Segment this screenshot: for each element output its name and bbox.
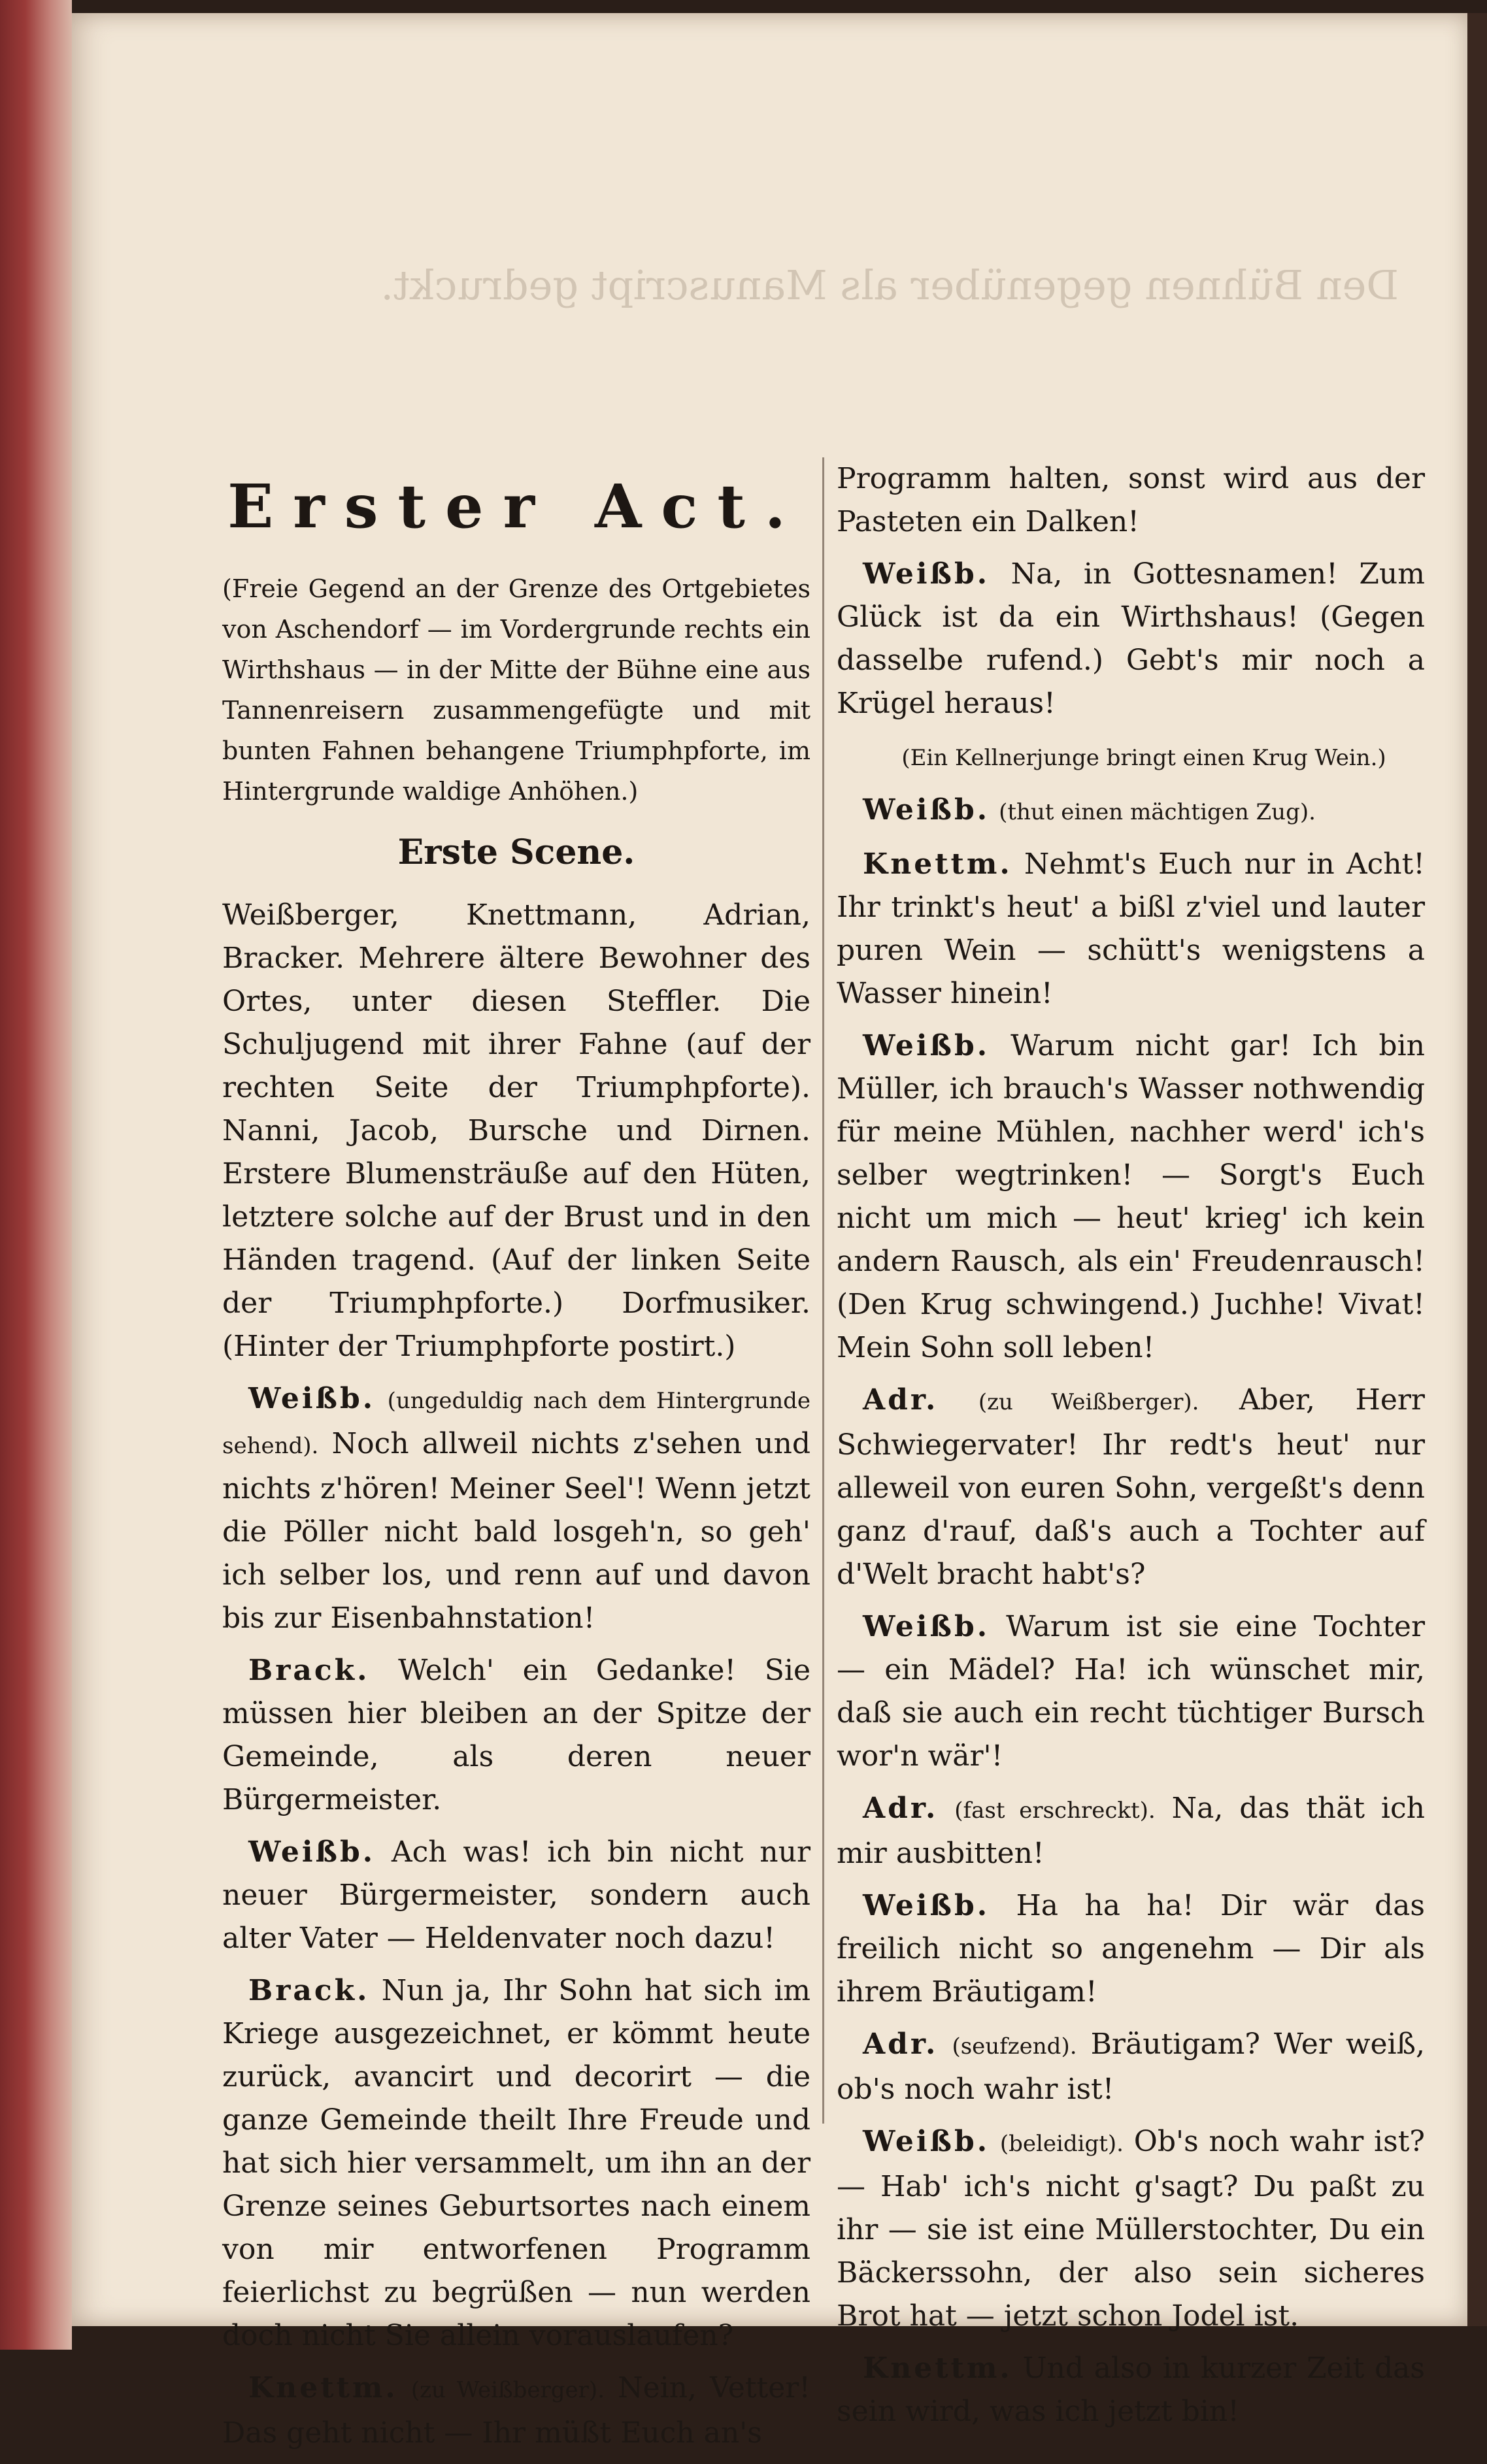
dialogue-line: [222, 1377, 810, 1640]
speech-text: Na, das thät ich mir ausbitten!: [837, 1792, 1425, 1870]
speech-text: Ach was! ich bin nicht nur neuer Bürgermeister, sondern auch alter Vater — Heldenvater noch dazu!: [222, 1835, 810, 1955]
speaker-name: Brack.: [248, 1974, 370, 2007]
dialogue-line: [837, 2023, 1425, 2111]
dialogue-line: [837, 734, 1425, 780]
speech-text: Bräutigam? Wer weiß, ob's noch wahr ist!: [837, 2028, 1425, 2106]
stage-note: (seufzend).: [952, 2033, 1077, 2060]
speech-text: Programm halten, sonst wird aus der Pasteten ein Dalken!: [837, 462, 1425, 538]
speech-text: Warum nicht gar! Ich bin Müller, ich brauch's Wasser nothwendig für meine Mühlen, nachher werd' ich's selber wegtrinken! — Sorgt's Euch nicht um mich — heut' krieg' ich kein andern Rausch, als ein' Freudenrausch! (Den Krug schwingend.) Juchhe! Vivat! Mein Sohn soll leben!: [837, 1029, 1425, 1364]
right-dialogue: [837, 457, 1425, 2433]
dialogue-line: [222, 2367, 810, 2455]
right-column: [837, 457, 1425, 2442]
speech-text: Nun ja, Ihr Sohn hat sich im Kriege ausgezeichnet, er kömmt heute zurück, avancirt und decorirt — die ganze Gemeinde theilt Ihre Freude und hat sich hier versammelt, um ihn an der Grenze seines Geburtsortes nach einem von mir entworfenen Programm feierlichst zu begrüßen — nun werden doch nicht Sie allein vorauslaufen?: [222, 1974, 810, 2352]
speaker-name: Knettm.: [863, 847, 1012, 881]
stage-note: (ungeduldig nach dem Hintergrunde sehend).: [222, 1388, 810, 1459]
stage-direction: (Freie Gegend an der Grenze des Ortgebietes von Aschendorf — im Vordergrunde rechts ein Wirthshaus — in der Mitte der Bühne eine aus Tannenreisern zusammengefügte und mit bunten Fahnen behangene Triumphpforte, im Hintergrunde waldige Anhöhen.): [222, 574, 810, 806]
speaker-name: Knettm.: [248, 2371, 398, 2405]
dialogue-line: [222, 1831, 810, 1960]
speaker-name: Brack.: [248, 1654, 370, 1687]
stage-note: (zu Weißberger).: [410, 2377, 605, 2403]
speaker-name: Adr.: [863, 1792, 939, 1825]
dialogue-line: [837, 2120, 1425, 2338]
speaker-name: Weißb.: [248, 1835, 376, 1869]
dialogue-line: [837, 1884, 1425, 2014]
dialogue-line: [837, 457, 1425, 544]
dialogue-line: [222, 1649, 810, 1822]
bleed-through-text: Den Bühnen gegenüber als Manuscript gedruckt.: [380, 261, 1399, 309]
speech-text: Nein, Vetter! Das geht nicht — Ihr müßt Euch an's: [222, 2371, 810, 2450]
book-spine: [0, 0, 72, 2350]
speaker-name: Weißb.: [863, 557, 990, 591]
dialogue-line: [837, 843, 1425, 1015]
speech-text: Noch allweil nichts z'sehen und nichts z'hören! Meiner Seel'! Wenn jetzt die Pöller nicht bald losgeh'n, so geh' ich selber los, und renn auf und davon bis zur Eisenbahnstation!: [222, 1427, 810, 1635]
speech-text: Aber, Herr Schwiegervater! Ihr redt's heut' nur alleweil von euren Sohn, vergeßt's denn ganz d'rauf, daß's auch a Tochter auf d'Welt bracht habt's?: [837, 1383, 1425, 1591]
stage-note: (Ein Kellnerjunge bringt einen Krug Wein.): [901, 745, 1386, 771]
column-divider: [822, 457, 824, 2124]
dialogue-line: [837, 789, 1425, 834]
speaker-name: Knettm.: [863, 2352, 1012, 2385]
left-column: [222, 457, 810, 2464]
speaker-name: Adr.: [863, 2028, 939, 2061]
dialogue-line: [837, 1379, 1425, 1596]
stage-note: (fast erschreckt).: [954, 1798, 1156, 1824]
stage-note: (thut einen mächtigen Zug).: [999, 799, 1316, 825]
speaker-name: Weißb.: [863, 793, 990, 827]
stage-note: (beleidigt).: [999, 2131, 1124, 2157]
scene-title: Erste Scene.: [397, 832, 635, 872]
dialogue-line: [837, 553, 1425, 725]
stage-note: (zu Weißberger).: [978, 1389, 1199, 1415]
dialogue-line: [837, 2347, 1425, 2433]
act-title: Erster Act.: [227, 471, 805, 542]
page-edge: [1467, 13, 1487, 2326]
dialogue-line: [837, 1605, 1425, 1778]
speaker-name: Weißb.: [863, 1029, 990, 1062]
speech-text: Warum ist sie eine Tochter — ein Mädel? Ha! ich wünschet mir, daß sie auch ein recht tüchtiger Bursch wor'n wär'!: [837, 1610, 1425, 1773]
speaker-name: Adr.: [863, 1383, 939, 1417]
speaker-name: Weißb.: [248, 1382, 376, 1415]
left-dialogue: [222, 1377, 810, 2455]
speech-text: Ob's noch wahr ist? — Hab' ich's nicht g'sagt? Du paßt zu ihr — sie ist eine Müllerstochter, Du ein Bäckerssohn, der also sein sicheres Brot hat — jetzt schon Jodel ist.: [837, 2125, 1425, 2333]
dialogue-line: [837, 1025, 1425, 1370]
speaker-name: Weißb.: [863, 2125, 990, 2158]
dialogue-line: [837, 1787, 1425, 1875]
speech-text: Welch' ein Gedanke! Sie müssen hier bleiben an der Spitze der Gemeinde, als deren neuer Bürgermeister.: [222, 1654, 810, 1816]
speaker-name: Weißb.: [863, 1610, 990, 1643]
dialogue-line: [222, 1969, 810, 2357]
cast-list: Weißberger, Knettmann, Adrian, Bracker. Mehrere ältere Bewohner des Ortes, unter diesen Steffler. Die Schuljugend mit ihrer Fahne (auf der rechten Seite der Triumphpforte). Nanni, Jacob, Bursche und Dirnen. Erstere Blumensträuße auf den Hüten, letztere solche auf der Brust und in den Händen tragend. (Auf der linken Seite der Triumphpforte.) Dorfmusiker. (Hinter der Triumphpforte postirt.): [222, 898, 810, 1363]
speech-text: Ha ha ha! Dir wär das freilich nicht so angenehm — Dir als ihrem Bräutigam!: [837, 1889, 1425, 2009]
speech-text: Nehmt's Euch nur in Acht! Ihr trinkt's heut' a bißl z'viel und lauter puren Wein — schütt's wenigstens a Wasser hinein!: [837, 847, 1425, 1010]
speech-text: Na, in Gottesnamen! Zum Glück ist da ein Wirthshaus! (Gegen dasselbe rufend.) Gebt's mir noch a Krügel heraus!: [837, 557, 1425, 720]
speech-text: Und also in kurzer Zeit das sein wird, was ich jetzt bin!: [837, 2352, 1425, 2428]
speaker-name: Weißb.: [863, 1889, 990, 1922]
